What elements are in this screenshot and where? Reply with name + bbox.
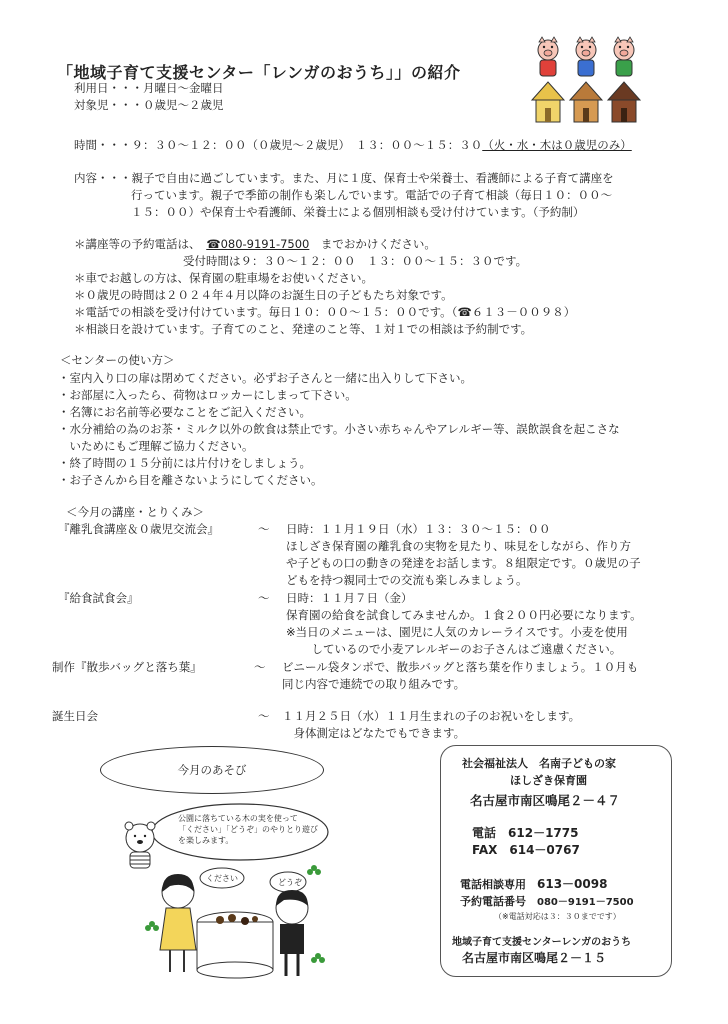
- usage-item: ・お部屋に入ったら、荷物はロッカーにしまって下さい。: [58, 388, 357, 402]
- event-line: ※当日のメニューは、園児に人気のカレーライスです。小麦を使用: [286, 625, 628, 639]
- usage-item: ・水分補給の為のお茶・ミルク以外の飲食は禁止です。小さい赤ちゃんやアレルギー等、誤飲誤食を起こさな: [58, 422, 620, 436]
- hours-prefix: 時間・・・９：３０～１２：００（０歳児～２歳児） １３：００～１５：３０: [74, 138, 483, 152]
- usage-item: ・室内入り口の扉は閉めてください。必ずお子さんと一緒に出入りして下さい。: [58, 371, 472, 385]
- days-text: 利用日・・・月曜日～金曜日: [74, 81, 224, 95]
- note-item: ＊相談日を設けています。子育てのこと、発達のこと等、１対１での相談は予約制です。: [74, 322, 533, 336]
- fax-label: FAX: [472, 843, 498, 857]
- event-name: 『離乳食講座＆０歳児交流会』: [58, 522, 219, 536]
- usage-item: いためにもご理解ご協力ください。: [58, 439, 254, 453]
- table-with-nuts-icon: [197, 912, 273, 978]
- usage-heading: ＜センターの使い方＞: [60, 353, 175, 367]
- event-line: しているので小麦アレルギーのお子さんはご遠慮ください。: [300, 642, 622, 656]
- tel-number: 612－1775: [508, 826, 579, 840]
- corp-name: 社会福祉法人 名南子どもの家: [462, 757, 616, 770]
- event-line: 同じ内容で連続での取り組みです。: [282, 677, 466, 691]
- play-bubble-text: [178, 813, 318, 846]
- consult-row: [460, 876, 607, 893]
- phone-suffix: までおかけください。: [320, 237, 436, 251]
- play-heading: 今月のあそび: [177, 762, 247, 777]
- event-name: 制作『散歩バッグと落ち葉』: [52, 660, 202, 674]
- phone-number: ☎080-9191-7500: [206, 237, 310, 251]
- content-line: 行っています。親子で季節の制作も楽しんでいます。電話での子育て相談（毎日１０：００～: [131, 188, 613, 202]
- reserve-number: 080－9191－7500: [537, 897, 634, 908]
- center-address: 名古屋市南区鳴尾２－１５: [462, 951, 607, 965]
- event-name: 『給食試食会』: [58, 591, 139, 605]
- event-line: どもを持つ親同士での交流も楽しみましょう。: [286, 573, 528, 587]
- event-line: 日時：１１月７日（金）: [286, 591, 413, 605]
- phone-prefix: ＊講座等の予約電話は、: [74, 237, 195, 251]
- speech-douzo: どうぞ: [278, 878, 302, 887]
- nursery-address: 名古屋市南区鳴尾２－４７: [470, 793, 621, 808]
- usage-item: ・お子さんから目を離さないようにしてください。: [58, 473, 323, 487]
- center-name: 地域子育て支援センターレンガのおうち: [452, 937, 632, 948]
- pig-red-icon: [538, 37, 558, 76]
- nursery-name: ほしざき保育園: [510, 774, 587, 787]
- girl-icon: [160, 874, 196, 972]
- bubble-line: を楽しみます。: [178, 836, 234, 845]
- usage-item: ・名簿にお名前等必要なことをご記入ください。: [58, 405, 311, 419]
- straw-house-icon: [532, 82, 564, 122]
- reception-hours: 受付時間は９：３０～１２：００ １３：００～１５：３０です。: [183, 254, 528, 268]
- event-line: ビニール袋タンポで、散歩バッグと落ち葉を作りましょう。１０月も: [282, 660, 639, 674]
- play-heading-oval: [100, 746, 324, 794]
- bubble-line: 公園に落ちている木の実を使って: [178, 814, 298, 823]
- note-item: ＊０歳児の時間は２０２４年４月以降のお誕生日の子どもたち対象です。: [74, 288, 453, 302]
- hours-note: （火・水・木は０歳児のみ）: [482, 138, 632, 152]
- event-line: 身体測定はどなたでもできます。: [282, 726, 466, 740]
- event-line: や子どもの口の動きの発達をお話します。８組限定です。０歳児の子: [286, 556, 641, 570]
- fax-number: 614－0767: [509, 843, 580, 857]
- note-item: ＊電話での相談を受け付けています。毎日１０：００～１５：００です。（☎６１３－００９８）: [74, 305, 576, 319]
- reserve-label: 予約電話番号: [460, 895, 526, 908]
- tel-label: 電話: [472, 826, 497, 840]
- hours-text: [74, 137, 632, 154]
- event-tilde: ～: [258, 522, 270, 536]
- event-line: １１月２５日（水）１１月生まれの子のお祝いをします。: [282, 709, 581, 723]
- pig-blue-icon: [576, 37, 596, 76]
- target-text: 対象児・・・０歳児～２歳児: [74, 98, 224, 112]
- usage-item: ・終了時間の１５分前には片付けをしましょう。: [58, 456, 311, 470]
- monthly-heading: ＜今月の講座・とりくみ＞: [66, 505, 204, 519]
- wood-house-icon: [570, 82, 602, 122]
- reserve-note: （※電話対応は３：３０までです）: [494, 912, 621, 921]
- content-line: 内容・・・親子で自由に過ごしています。また、月に１度、保育士や栄養士、看護師による子育て講座を: [74, 171, 614, 185]
- tel-row: [472, 825, 578, 842]
- note-item: ＊車でお越しの方は、保育園の駐車場をお使いください。: [74, 271, 373, 285]
- phone-note: [74, 236, 436, 253]
- page-title: 「地域子育て支援センター「レンガのおうち」」の紹介: [57, 63, 461, 82]
- event-line: ほしざき保育園の離乳食の実物を見たり、味見をしながら、作り方: [286, 539, 631, 553]
- event-tilde: ～: [254, 660, 266, 674]
- brick-house-icon: [608, 82, 640, 122]
- pig-green-icon: [614, 37, 634, 76]
- event-tilde: ～: [258, 709, 270, 723]
- event-line: 保育園の給食を試食してみませんか。１食２００円必要になります。: [286, 608, 642, 622]
- event-tilde: ～: [258, 591, 270, 605]
- fax-row: [472, 842, 580, 859]
- bubble-line: 「ください」「どうぞ」のやりとり遊び: [178, 825, 318, 834]
- consult-number: 613－0098: [537, 877, 608, 891]
- content-line: １５：００）や保育士や看護師、栄養士による個別相談も受け付けています。（予約制）: [131, 205, 585, 219]
- bear-icon: [125, 822, 155, 868]
- three-pigs-illustration: [528, 36, 648, 126]
- boy-icon: [276, 890, 308, 976]
- speech-kudasai: ください: [206, 874, 238, 883]
- event-line: 日時：１１月１９日（水）１３：３０～１５：００: [286, 522, 551, 536]
- event-name: 誕生日会: [52, 709, 98, 723]
- consult-label: 電話相談専用: [460, 878, 526, 891]
- reserve-row: [460, 893, 634, 911]
